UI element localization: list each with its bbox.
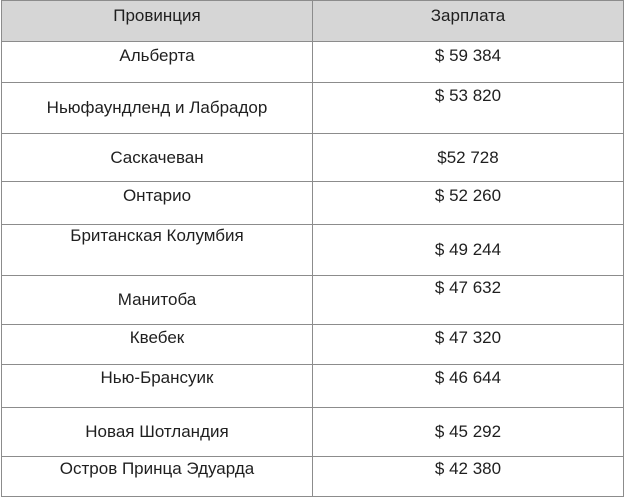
table-row (2, 42, 624, 83)
salary-cell: $ 59 384 (313, 42, 624, 83)
table-row (2, 457, 624, 497)
table-row (2, 134, 624, 182)
table-body (2, 42, 624, 497)
province-cell: Нью-Брансуик (2, 365, 313, 408)
table-row (2, 325, 624, 365)
salary-table (1, 0, 624, 497)
salary-cell: $ 49 244 (313, 225, 624, 276)
province-cell: Онтарио (2, 182, 313, 225)
table-row (2, 408, 624, 457)
salary-cell: $ 46 644 (313, 365, 624, 408)
province-cell: Новая Шотландия (2, 408, 313, 457)
province-cell: Манитоба (2, 276, 313, 325)
salary-cell: $52 728 (313, 134, 624, 182)
province-cell: Альберта (2, 42, 313, 83)
table-row (2, 225, 624, 276)
table-row (2, 182, 624, 225)
column-header-salary: Зарплата (313, 1, 624, 42)
table-header (2, 1, 624, 42)
table-row (2, 365, 624, 408)
table-row (2, 276, 624, 325)
province-cell: Ньюфаундленд и Лабрадор (2, 83, 313, 134)
salary-cell: $ 52 260 (313, 182, 624, 225)
column-header-province: Провинция (2, 1, 313, 42)
province-cell: Квебек (2, 325, 313, 365)
province-cell: Саскачеван (2, 134, 313, 182)
table-row (2, 83, 624, 134)
salary-cell: $ 47 320 (313, 325, 624, 365)
province-cell: Остров Принца Эдуарда (2, 457, 313, 497)
salary-cell: $ 53 820 (313, 83, 624, 134)
salary-cell: $ 47 632 (313, 276, 624, 325)
salary-cell: $ 42 380 (313, 457, 624, 497)
salary-cell: $ 45 292 (313, 408, 624, 457)
header-row (2, 1, 624, 42)
province-cell: Британская Колумбия (2, 225, 313, 276)
